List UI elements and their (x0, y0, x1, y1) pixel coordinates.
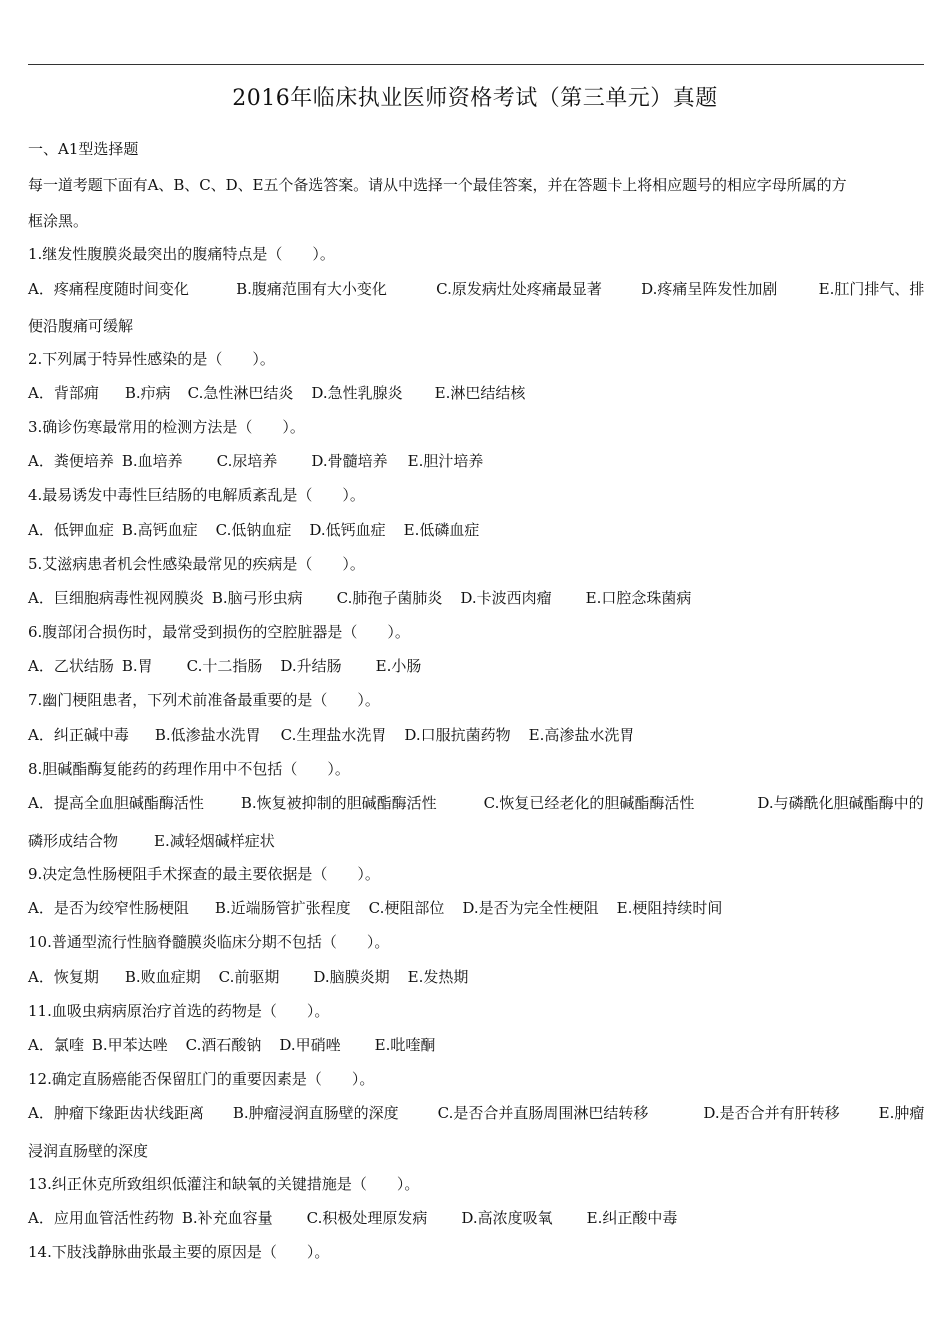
option-choice: E.低磷血症 (403, 521, 480, 539)
option-choice: C.十二指肠 (186, 657, 263, 675)
option-choice: B.脑弓形虫病 (211, 589, 303, 607)
option-choice: C.原发病灶处疼痛最显著 (436, 280, 602, 298)
option-row (28, 383, 525, 403)
option-choice: C.积极处理原发病 (306, 1209, 428, 1227)
option-row (28, 793, 924, 813)
option-choice: E.纠正酸中毒 (586, 1209, 678, 1227)
option-continuation-text: 便沿腹痛可缓解 (28, 317, 134, 335)
option-row (28, 898, 722, 918)
option-row (28, 1103, 924, 1123)
option-choice: B.恢复被抑制的胆碱酯酶活性 (240, 794, 437, 812)
option-choice: C.恢复已经老化的胆碱酯酶活性 (483, 794, 695, 812)
option-row (28, 725, 634, 745)
option-choice: D.疼痛呈阵发性加剧 (641, 280, 778, 298)
option-choice: A．粪便培养 (28, 452, 114, 470)
option-choice: D.高浓度吸氧 (461, 1209, 553, 1227)
option-choice: D.急性乳腺炎 (311, 384, 403, 402)
option-choice: C.前驱期 (218, 968, 280, 986)
option-choice: D.是否为完全性梗阻 (462, 899, 599, 917)
option-choice: B.高钙血症 (121, 521, 198, 539)
question-stem: 12.确定直肠癌能否保留肛门的重要因素是（ ）。 (28, 1070, 375, 1088)
option-choice: A．肿瘤下缘距齿状线距离 (28, 1104, 204, 1122)
instruction-text-continued: 框涂黑。 (28, 212, 89, 230)
option-choice: B.腹痛范围有大小变化 (236, 280, 387, 298)
question-stem: 10.普通型流行性脑脊髓膜炎临床分期不包括（ ）。 (28, 933, 390, 951)
option-choice: E.减轻烟碱样症状 (154, 832, 275, 850)
question-stem: 4.最易诱发中毒性巨结肠的电解质紊乱是（ ）。 (28, 486, 365, 504)
page-title: 2016年临床执业医师资格考试（第三单元）真题 (232, 86, 718, 111)
option-row (28, 588, 691, 608)
question-stem: 3.确诊伤寒最常用的检测方法是（ ）。 (28, 418, 305, 436)
option-choice: E.肛门排气、排 (818, 280, 925, 298)
option-choice: B.败血症期 (124, 968, 201, 986)
question-stem: 7.幽门梗阻患者，下列术前准备最重要的是（ ）。 (28, 691, 380, 709)
option-choice: D.与磷酰化胆碱酯酶中的 (757, 794, 924, 812)
option-choice: C.尿培养 (216, 452, 278, 470)
option-choice: A．应用血管活性药物 (28, 1209, 174, 1227)
option-choice: A．背部痈 (28, 384, 99, 402)
option-continuation-text: 磷形成结合物 (28, 832, 119, 850)
option-choice: E.吡喹酮 (374, 1036, 436, 1054)
option-choice: D.卡波西肉瘤 (460, 589, 552, 607)
option-choice: C.是否合并直肠周围淋巴结转移 (437, 1104, 649, 1122)
option-choice: C.生理盐水洗胃 (280, 726, 387, 744)
option-choice: D.是否合并有肝转移 (703, 1104, 840, 1122)
option-continuation-text: 浸润直肠壁的深度 (28, 1142, 149, 1160)
option-choice: D.低钙血症 (309, 521, 386, 539)
option-continuation (28, 831, 275, 851)
option-choice: B.近端肠管扩张程度 (214, 899, 351, 917)
option-choice: A．纠正碱中毒 (28, 726, 129, 744)
option-choice: A．恢复期 (28, 968, 99, 986)
option-choice: C.急性淋巴结炎 (187, 384, 294, 402)
option-choice: B.补充血容量 (181, 1209, 273, 1227)
option-row (28, 656, 421, 676)
question-stem: 6.腹部闭合损伤时，最常受到损伤的空腔脏器是（ ）。 (28, 623, 410, 641)
option-choice: A．氯喹 (28, 1036, 84, 1054)
question-stem: 9.决定急性肠梗阻手术探查的最主要依据是（ ）。 (28, 865, 380, 883)
option-row (28, 1208, 677, 1228)
option-choice: C.梗阻部位 (368, 899, 445, 917)
option-choice: C.肺孢子菌肺炎 (336, 589, 443, 607)
question-stem: 5.艾滋病患者机会性感染最常见的疾病是（ ）。 (28, 555, 365, 573)
option-row (28, 451, 483, 471)
option-choice: B.肿瘤浸润直肠壁的深度 (232, 1104, 399, 1122)
option-choice: E.淋巴结结核 (434, 384, 526, 402)
option-continuation (28, 316, 133, 336)
option-choice: E.高渗盐水洗胃 (528, 726, 635, 744)
option-row (28, 967, 468, 987)
option-choice: E.肿瘤 (878, 1104, 925, 1122)
option-choice: D.升结肠 (280, 657, 342, 675)
option-choice: E.发热期 (407, 968, 469, 986)
option-choice: E.胆汁培养 (407, 452, 484, 470)
option-choice: E.口腔念珠菌病 (585, 589, 692, 607)
option-choice: B.甲苯达唑 (91, 1036, 168, 1054)
option-choice: A．疼痛程度随时间变化 (28, 280, 189, 298)
option-choice: B.疖病 (124, 384, 171, 402)
option-choice: A．巨细胞病毒性视网膜炎 (28, 589, 204, 607)
question-stem: 8.胆碱酯酶复能药的药理作用中不包括（ ）。 (28, 760, 350, 778)
section-heading: 一、A1型选择题 (28, 140, 139, 158)
option-choice: B.血培养 (121, 452, 183, 470)
instruction-text: 每一道考题下面有A、B、C、D、E五个备选答案。请从中选择一个最佳答案，并在答题卡上将相应题号的相应字母所属的方 (28, 176, 847, 194)
question-stem: 13.纠正休克所致组织低灌注和缺氧的关键措施是（ ）。 (28, 1175, 420, 1193)
option-choice: A．乙状结肠 (28, 657, 114, 675)
option-choice: E.小肠 (375, 657, 422, 675)
question-stem: 14.下肢浅静脉曲张最主要的原因是（ ）。 (28, 1243, 330, 1261)
option-choice: A．是否为绞窄性肠梗阻 (28, 899, 189, 917)
option-choice: B.低渗盐水洗胃 (154, 726, 261, 744)
header-rule (28, 64, 924, 65)
option-choice: D.脑膜炎期 (313, 968, 390, 986)
option-choice: C.酒石酸钠 (185, 1036, 262, 1054)
option-choice: A．提高全血胆碱酯酶活性 (28, 794, 204, 812)
question-stem: 1.继发性腹膜炎最突出的腹痛特点是（ ）。 (28, 245, 335, 263)
option-row (28, 279, 924, 299)
option-choice: C.低钠血症 (215, 521, 292, 539)
option-choice: D.甲硝唑 (279, 1036, 341, 1054)
option-row (28, 1035, 435, 1055)
question-stem: 11.血吸虫病病原治疗首选的药物是（ ）。 (28, 1002, 330, 1020)
option-choice: A．低钾血症 (28, 521, 114, 539)
question-stem: 2.下列属于特异性感染的是（ ）。 (28, 350, 275, 368)
option-choice: B.胃 (121, 657, 153, 675)
option-choice: D.骨髓培养 (311, 452, 388, 470)
option-row (28, 520, 479, 540)
option-choice: D.口服抗菌药物 (404, 726, 511, 744)
option-continuation (28, 1141, 148, 1161)
option-choice: E.梗阻持续时间 (616, 899, 723, 917)
